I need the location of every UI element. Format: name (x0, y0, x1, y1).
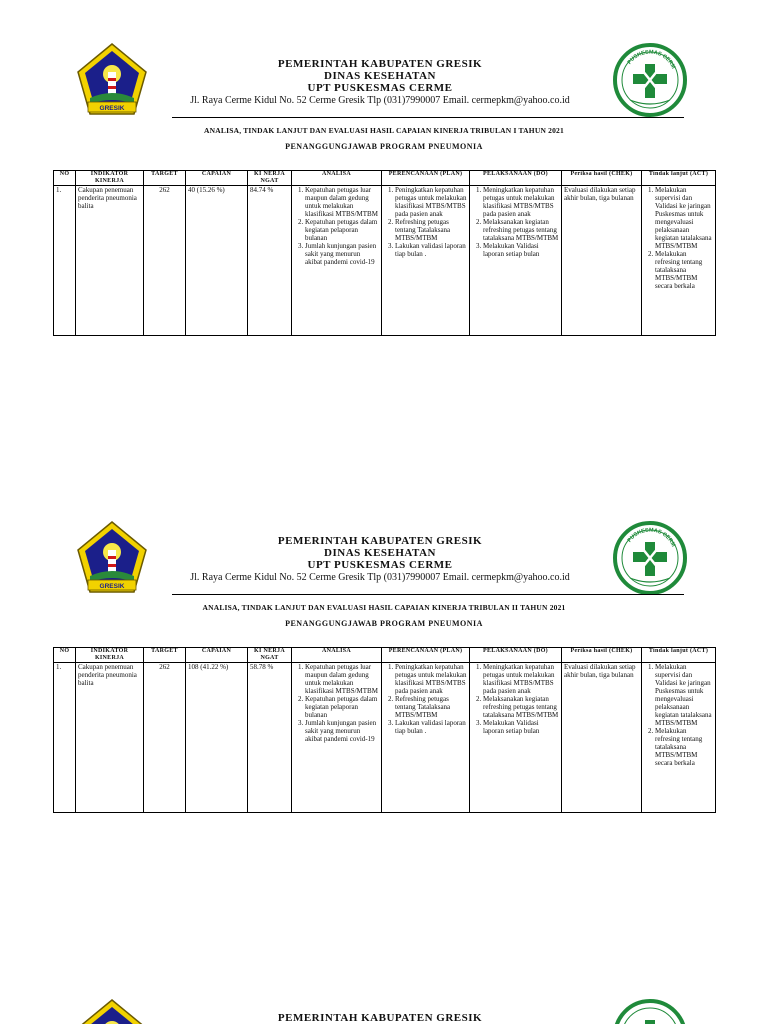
header-perencanaan: PERENCANAAN (PLAN) (382, 171, 470, 186)
letterhead-divider (172, 117, 684, 118)
report-title: ANALISA, TINDAK LANJUT DAN EVALUASI HASIL CAPAIAN KINERJA TRIBULAN II TAHUN 2021 (202, 603, 566, 612)
report-subtitle: PENANGGUNGJAWAB PROGRAM PNEUMONIA (285, 619, 483, 628)
table-row (54, 663, 716, 813)
cell-perencanaan (382, 186, 470, 336)
list-item: 3. Lakukan validasi laporan tiap bulan . (395, 719, 467, 735)
header-target: TARGET (144, 648, 186, 663)
header-no: NO (54, 171, 76, 186)
letterhead-line1: PEMERINTAH KABUPATEN GRESIK (277, 535, 483, 547)
performance-table (53, 647, 716, 813)
list-item: 1. Kepatuhan petugas luar maupun dalam gedung untuk melakukan klasifikasi MTBS/MTBM (305, 186, 379, 218)
header-indikator: INDIKATOR KINERJA (76, 171, 144, 186)
list-item: 3. Melakukan Validasi laporan setiap bulan (483, 242, 559, 258)
puskesmas-cerme-logo (612, 998, 688, 1024)
gresik-emblem-logo (74, 998, 150, 1024)
cell-pelaksanaan (470, 186, 562, 336)
list-item: 2. Melakukan refresing tentang tatalaksana MTBS/MTBM secara berkala (655, 250, 713, 290)
puskesmas-logo-text: PUSKESMAS CERM (626, 49, 677, 70)
list-item: 1. Peningkatkan kepatuhan petugas untuk melakukan klasifikasi MTBS/MTBS pada pasien anak (395, 186, 467, 218)
cell-pelaksanaan (470, 663, 562, 813)
header-periksa: Periksa hasil (CHEK) (562, 171, 642, 186)
gresik-logo-text: GRESIK (99, 105, 125, 112)
cell-capaian: 108 (41.22 %) (186, 663, 248, 813)
letterhead-address: Jl. Raya Cerme Kidul No. 52 Cerme Gresik Tlp (031)7990007 Email. cermepkm@yahoo.co.id (190, 95, 570, 106)
list-item: 1. Kepatuhan petugas luar maupun dalam gedung untuk melakukan klasifikasi MTBS/MTBM (305, 663, 379, 695)
list-item: 2. Melaksanakan kegiatan refreshing petugas tentang tatalaksana MTBS/MTBM (483, 218, 559, 242)
header-analisa: ANALISA (292, 648, 382, 663)
letterhead-line1: PEMERINTAH KABUPATEN GRESIK (277, 58, 483, 70)
cell-target: 262 (144, 663, 186, 813)
letterhead-line1: PEMERINTAH KABUPATEN GRESIK (277, 1012, 483, 1024)
cell-periksa: Evaluasi dilakukan setiap akhir bulan, tiga bulanan (562, 186, 642, 336)
cell-perencanaan (382, 663, 470, 813)
puskesmas-cerme-logo (612, 42, 688, 118)
header-pelaksanaan: PELAKSANAAN (DO) (470, 648, 562, 663)
letterhead (150, 535, 610, 584)
list-item: 2. Refreshing petugas tentang Tatalaksana MTBS/MTBM (395, 695, 467, 719)
list-item: 1. Melakukan supervisi dan Validasi ke jaringan Puskesmas untuk mengevaluasi pelaksanaan kegiatan tatalaksana MTBS/MTBM (655, 663, 713, 727)
letterhead (150, 58, 610, 107)
letterhead (150, 1012, 610, 1024)
header-pelaksanaan: PELAKSANAAN (DO) (470, 171, 562, 186)
letterhead-line3: UPT PUSKESMAS CERME (307, 559, 453, 571)
letterhead-address: Jl. Raya Cerme Kidul No. 52 Cerme Gresik Tlp (031)7990007 Email. cermepkm@yahoo.co.id (190, 572, 570, 583)
letterhead-line2: DINAS KESEHATAN (324, 70, 436, 82)
table-row (54, 186, 716, 336)
gresik-emblem-logo (74, 42, 150, 118)
puskesmas-logo-text: PUSKESMAS CERM (626, 527, 677, 548)
cell-periksa: Evaluasi dilakukan setiap akhir bulan, tiga bulanan (562, 663, 642, 813)
header-no: NO (54, 648, 76, 663)
list-item: 2. Kepatuhan petugas dalam kegiatan pelaporan bulanan (305, 218, 379, 242)
header-target: TARGET (144, 171, 186, 186)
gresik-logo-text: GRESIK (99, 583, 125, 590)
cell-no: 1. (54, 663, 76, 813)
header-tindak: Tindak lanjut (ACT) (642, 171, 716, 186)
performance-table (53, 170, 716, 336)
letterhead-line3: UPT PUSKESMAS CERME (307, 82, 453, 94)
list-item: 2. Kepatuhan petugas dalam kegiatan pelaporan bulanan (305, 695, 379, 719)
header-capaian: CAPAIAN (186, 171, 248, 186)
cell-target: 262 (144, 186, 186, 336)
gresik-emblem-logo (74, 520, 150, 596)
list-item: 1. Melakukan supervisi dan Validasi ke jaringan Puskesmas untuk mengevaluasi pelaksanaan kegiatan tatalaksana MTBS/MTBM (655, 186, 713, 250)
letterhead-line2: DINAS KESEHATAN (324, 547, 436, 559)
cell-tindak (642, 663, 716, 813)
list-item: 3. Melakukan Validasi laporan setiap bulan (483, 719, 559, 735)
list-item: 1. Meningkatkan kepatuhan petugas untuk melakukan klasifikasi MTBS/MTBS pada pasien anak (483, 186, 559, 218)
cell-tindak (642, 186, 716, 336)
report-section-3 (0, 980, 768, 1024)
table-header-row (54, 648, 716, 663)
cell-indikator: Cakupan penemuan penderita pneumonia balita (76, 186, 144, 336)
header-indikator: INDIKATOR KINERJA (76, 648, 144, 663)
list-item: 2. Melakukan refresing tentang tatalaksana MTBS/MTBM secara berkala (655, 727, 713, 767)
table-header-row (54, 171, 716, 186)
puskesmas-cerme-logo (612, 520, 688, 596)
list-item: 2. Melaksanakan kegiatan refreshing petugas tentang tatalaksana MTBS/MTBM (483, 695, 559, 719)
header-analisa: ANALISA (292, 171, 382, 186)
cell-capaian: 40 (15.26 %) (186, 186, 248, 336)
letterhead-divider (172, 594, 684, 595)
list-item: 1. Peningkatkan kepatuhan petugas untuk melakukan klasifikasi MTBS/MTBS pada pasien anak (395, 663, 467, 695)
header-capaian: CAPAIAN (186, 648, 248, 663)
cell-analisa (292, 186, 382, 336)
cell-indikator: Cakupan penemuan penderita pneumonia balita (76, 663, 144, 813)
header-perencanaan: PERENCANAAN (PLAN) (382, 648, 470, 663)
report-section-2 (0, 480, 768, 980)
cell-analisa (292, 663, 382, 813)
report-title: ANALISA, TINDAK LANJUT DAN EVALUASI HASIL CAPAIAN KINERJA TRIBULAN I TAHUN 2021 (204, 126, 564, 135)
header-kinerja: KI NERJA NGAT (248, 648, 292, 663)
header-tindak: Tindak lanjut (ACT) (642, 648, 716, 663)
header-periksa: Periksa hasil (CHEK) (562, 648, 642, 663)
cell-no: 1. (54, 186, 76, 336)
list-item: 1. Meningkatkan kepatuhan petugas untuk melakukan klasifikasi MTBS/MTBS pada pasien anak (483, 663, 559, 695)
list-item: 3. Lakukan validasi laporan tiap bulan . (395, 242, 467, 258)
report-subtitle: PENANGGUNGJAWAB PROGRAM PNEUMONIA (285, 142, 483, 151)
report-section-1 (0, 0, 768, 480)
cell-kinerja: 58.78 % (248, 663, 292, 813)
list-item: 3. Jumlah kunjungan pasien sakit yang menurun akibat pandemi covid-19 (305, 719, 379, 743)
list-item: 3. Jumlah kunjungan pasien sakit yang menurun akibat pandemi covid-19 (305, 242, 379, 266)
list-item: 2. Refreshing petugas tentang Tatalaksana MTBS/MTBM (395, 218, 467, 242)
cell-kinerja: 84.74 % (248, 186, 292, 336)
header-kinerja: KI NERJA NGAT (248, 171, 292, 186)
